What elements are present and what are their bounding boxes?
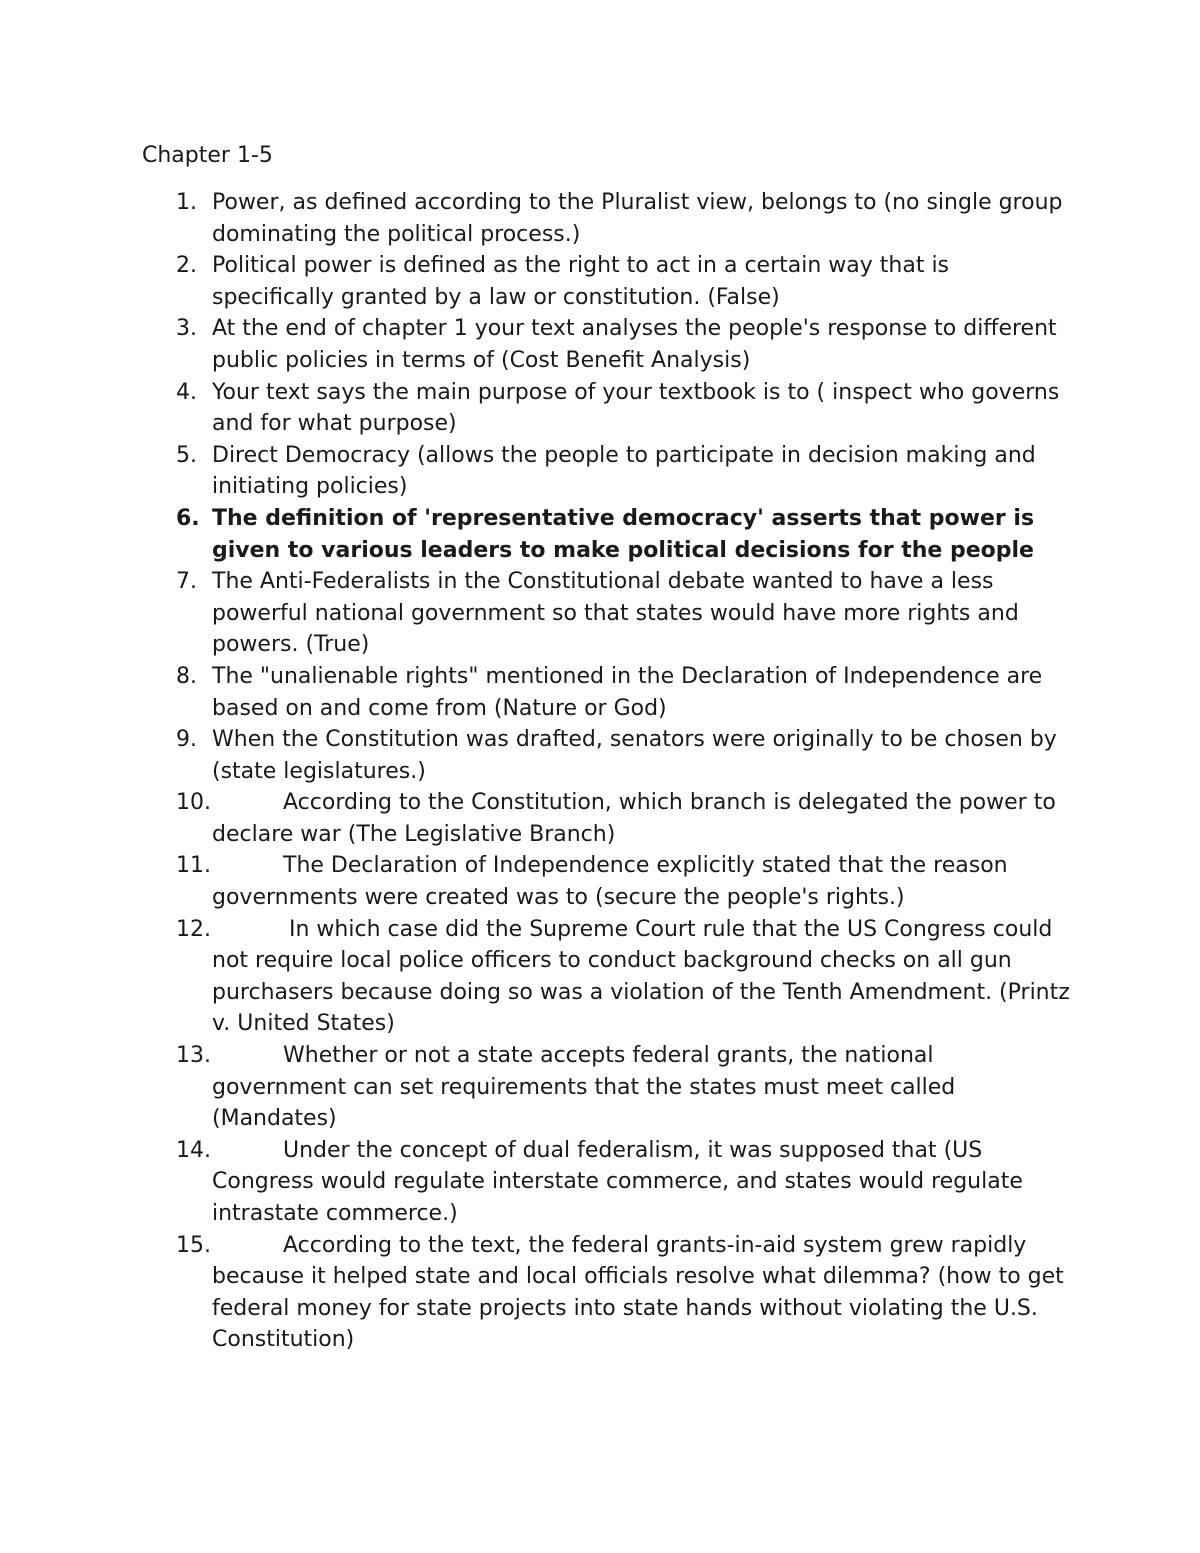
question-item	[0, 1230, 1072, 1356]
question-number: 15.	[176, 1232, 211, 1258]
question-text: Your text says the main purpose of your textbook is to ( inspect who governs and for what purpose)	[212, 379, 1060, 437]
question-text: In which case did the Supreme Court rule that the US Congress could not require local police officers to conduct background checks on all gun purchasers because doing so was a violation of the Tenth Amendment. (Printz v. United States)	[212, 916, 1070, 1037]
question-number: 12.	[176, 916, 211, 942]
question-list	[0, 187, 1200, 1356]
question-item	[0, 377, 1072, 440]
question-number: 6.	[176, 505, 200, 531]
question-text: Power, as defined according to the Pluralist view, belongs to (no single group dominating the political process.)	[212, 190, 1063, 247]
question-number: 5.	[176, 442, 197, 468]
question-text: The Declaration of Independence explicitly stated that the reason governments were created was to (secure the people's rights.)	[212, 853, 1008, 911]
question-item	[0, 1135, 1072, 1230]
question-number: 1.	[176, 190, 197, 215]
question-number: 14.	[176, 1137, 211, 1163]
question-item	[0, 250, 1072, 313]
question-text: At the end of chapter 1 your text analyses the people's response to different public policies in terms of (Cost Benefit Analysis)	[212, 316, 1057, 373]
question-number: 3.	[176, 316, 197, 342]
question-item	[0, 787, 1072, 850]
question-number: 11.	[176, 853, 211, 879]
question-number: 2.	[176, 253, 197, 279]
question-text: Whether or not a state accepts federal grants, the national government can set requirements that the states must meet called (Mandates)	[212, 1043, 956, 1132]
question-text: Political power is defined as the right to act in a certain way that is specifically granted by a law or constitution. (False)	[212, 253, 950, 310]
question-item	[0, 661, 1072, 724]
question-item	[0, 313, 1072, 376]
question-item	[0, 187, 1072, 250]
question-item	[0, 914, 1072, 1040]
question-item	[0, 850, 1072, 913]
question-number: 13.	[176, 1043, 211, 1069]
question-text: The "unalienable rights" mentioned in the Declaration of Independence are based on and come from (Nature or God)	[212, 663, 1043, 721]
question-number: 9.	[176, 727, 197, 753]
question-text: Under the concept of dual federalism, it was supposed that (US Congress would regulate interstate commerce, and states would regulate intrastate commerce.)	[212, 1137, 1023, 1226]
question-number: 7.	[176, 569, 197, 595]
question-text: According to the Constitution, which branch is delegated the power to declare war (The Legislative Branch)	[212, 790, 1056, 847]
question-number: 4.	[176, 379, 197, 405]
question-text: The Anti-Federalists in the Constitutional debate wanted to have a less powerful national government so that states would have more rights and powers. (True)	[212, 569, 1019, 658]
question-text: The definition of 'representative democracy' asserts that power is given to various leaders to make political decisions for the people	[212, 505, 1035, 563]
question-item-highlighted	[0, 503, 1072, 566]
question-item	[0, 724, 1072, 787]
question-number: 8.	[176, 663, 197, 689]
document-title: Chapter 1-5	[142, 143, 273, 168]
question-text: When the Constitution was drafted, senators were originally to be chosen by (state legislatures.)	[212, 727, 1057, 784]
question-item	[0, 1040, 1072, 1135]
question-number: 10.	[176, 790, 211, 816]
question-text: Direct Democracy (allows the people to participate in decision making and initiating policies)	[212, 442, 1036, 500]
question-item	[0, 440, 1072, 503]
question-text: According to the text, the federal grants-in-aid system grew rapidly because it helped state and local officials resolve what dilemma? (how to get federal money for state projects into state hands without violating the U.S. Constitution)	[212, 1232, 1064, 1353]
question-item	[0, 566, 1072, 661]
